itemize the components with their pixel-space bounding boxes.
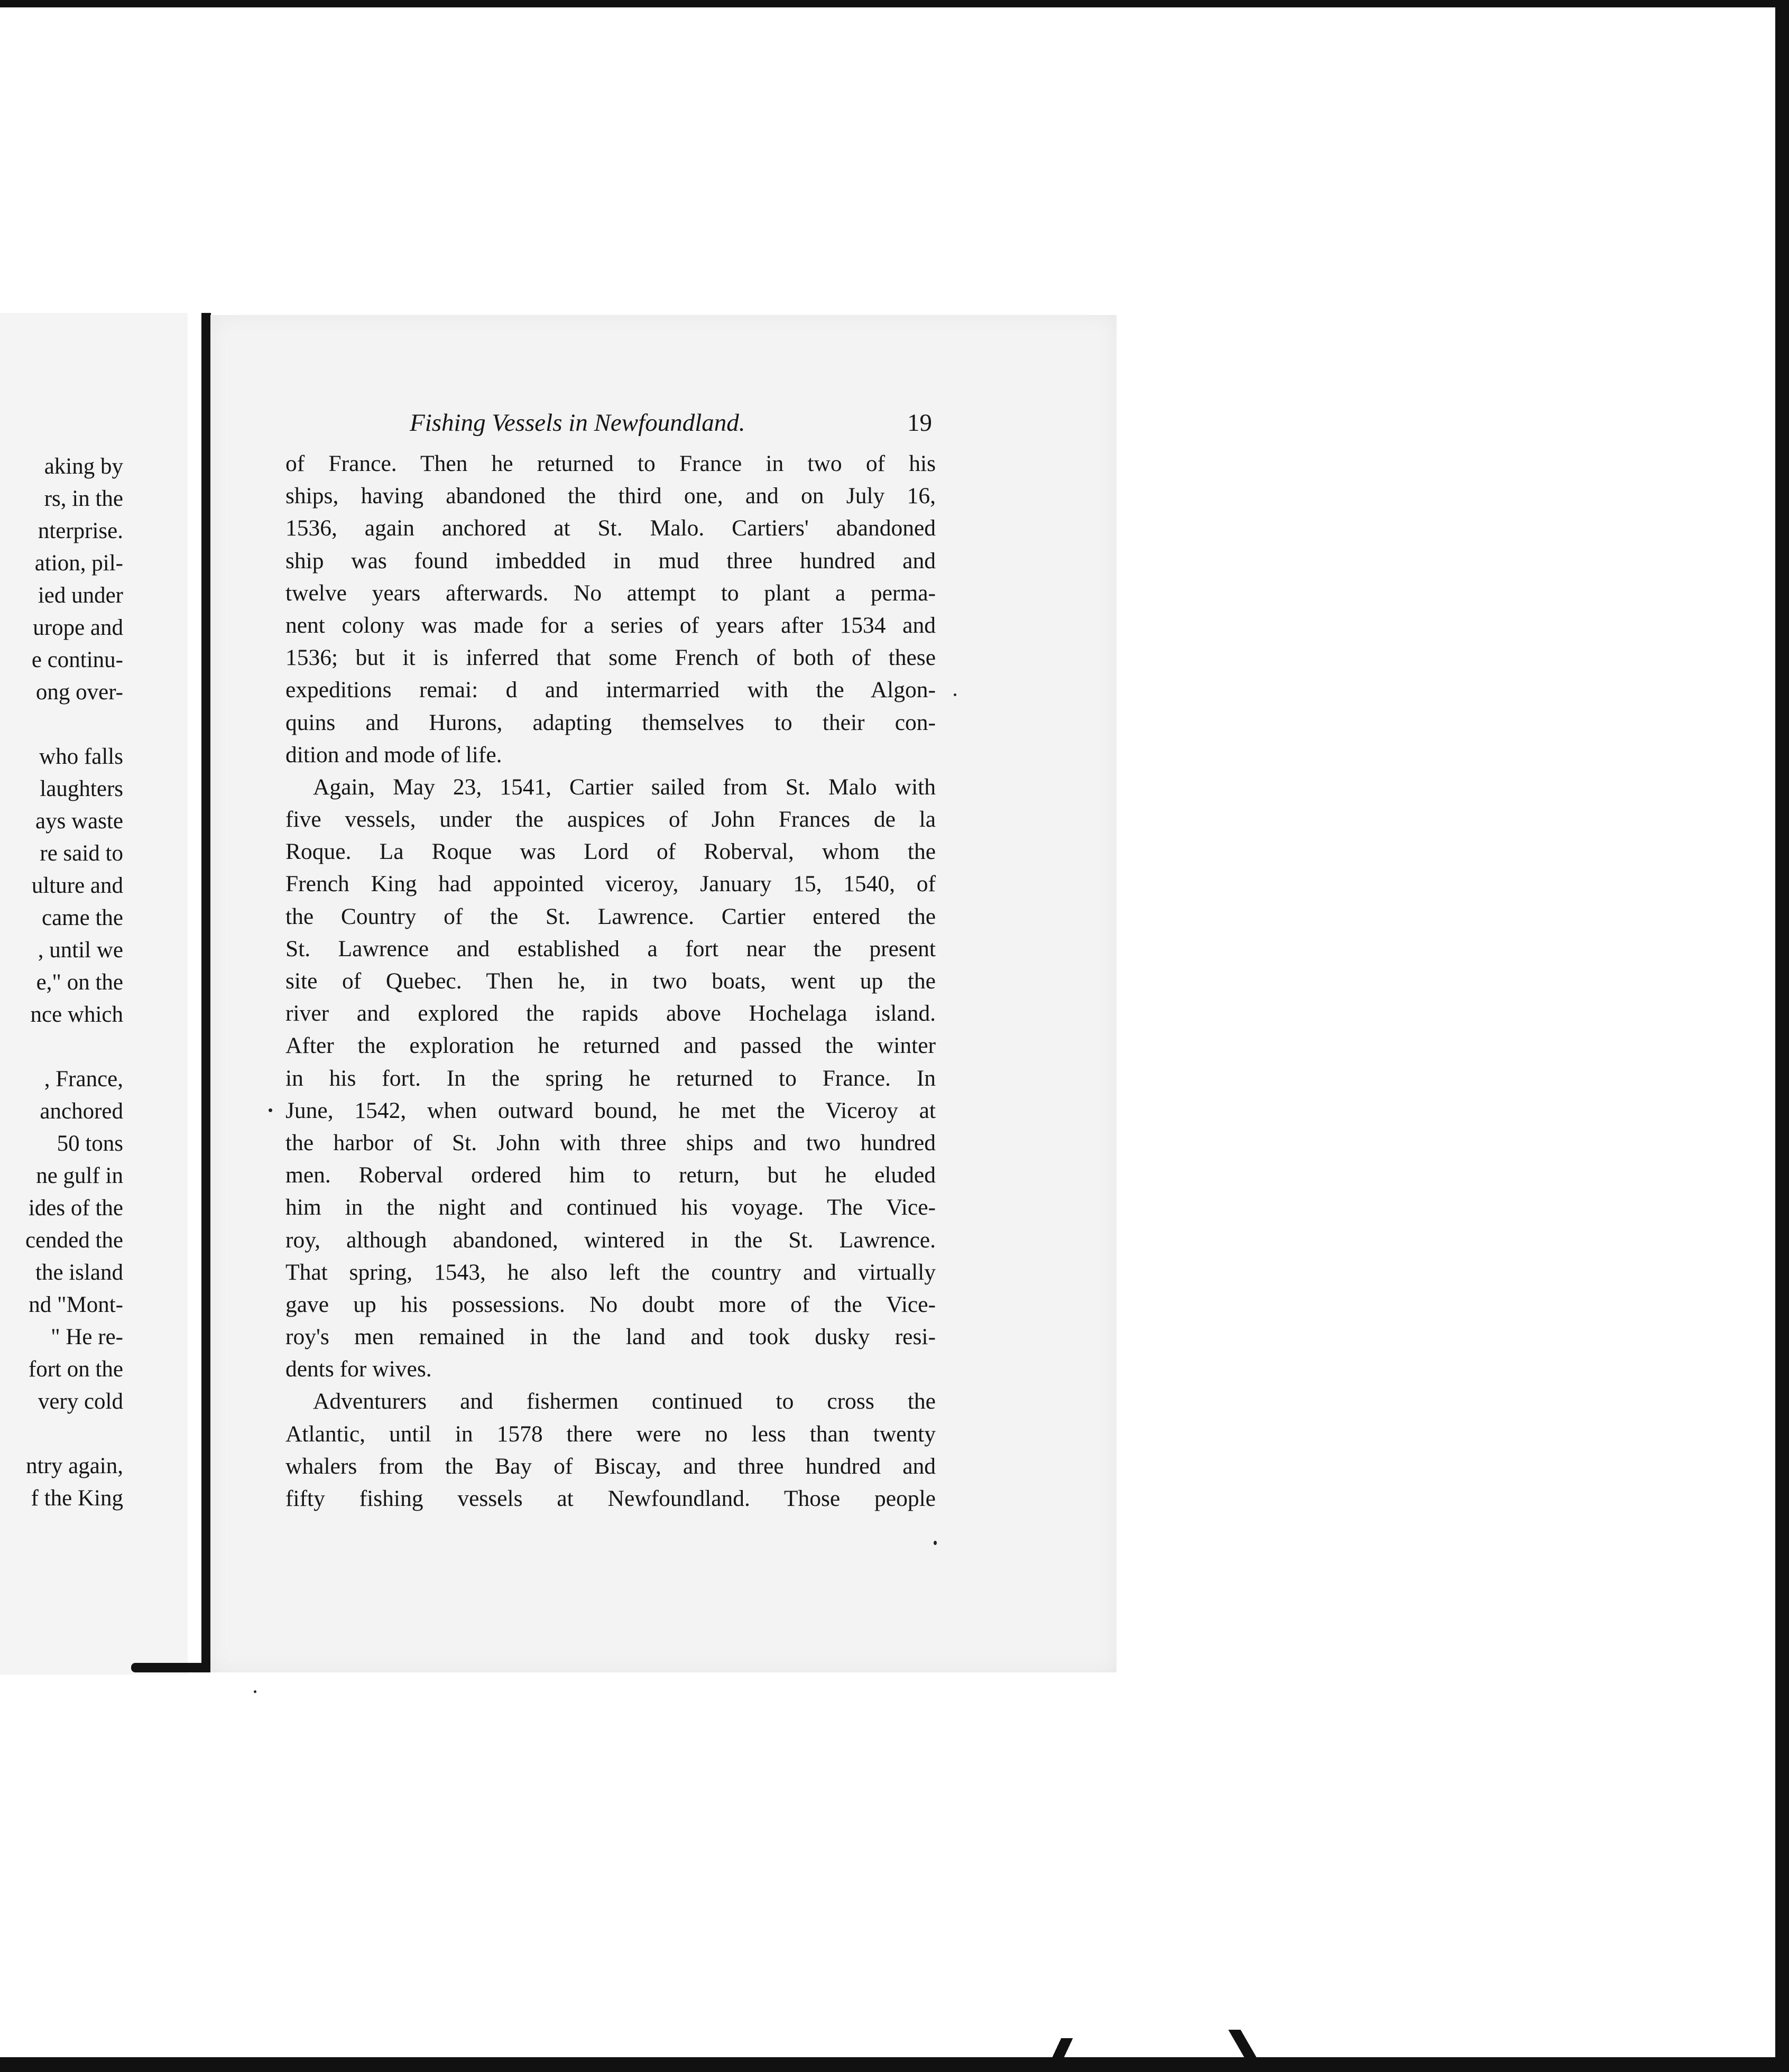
previous-page-line: 50 tons bbox=[57, 1131, 123, 1156]
text-line: of France. Then he returned to France in two of his bbox=[285, 451, 936, 476]
previous-page-line: came the bbox=[42, 905, 123, 930]
previous-page-line: " He re- bbox=[51, 1325, 123, 1349]
page-number: 19 bbox=[907, 409, 932, 437]
text-line: roy, although abandoned, wintered in the St. Lawrence. bbox=[285, 1227, 936, 1253]
text-line: French King had appointed viceroy, January 15, 1540, of bbox=[285, 871, 936, 897]
text-line: men. Roberval ordered him to return, but he eluded bbox=[285, 1162, 936, 1188]
previous-page-line: cended the bbox=[25, 1228, 123, 1253]
previous-page-line: laughters bbox=[40, 776, 123, 801]
text-line: June, 1542, when outward bound, he met the Viceroy at bbox=[285, 1097, 936, 1123]
previous-page-line: ong over- bbox=[35, 680, 123, 705]
scan-border-mark bbox=[1174, 2030, 1311, 2057]
previous-page-line: nce which bbox=[30, 1002, 123, 1027]
scan-border-top bbox=[0, 0, 1789, 7]
text-line: gave up his possessions. No doubt more of the Vice- bbox=[285, 1291, 936, 1317]
text-line: ship was found imbedded in mud three hundred and bbox=[285, 548, 936, 574]
previous-page-line: aking by bbox=[44, 454, 123, 479]
text-line: That spring, 1543, he also left the country and virtually bbox=[285, 1259, 936, 1285]
previous-page-line: ation, pil- bbox=[34, 551, 123, 576]
previous-page-line: ays waste bbox=[35, 809, 123, 834]
previous-page-line: ntry again, bbox=[26, 1454, 123, 1478]
previous-page-line: e," on the bbox=[36, 970, 123, 995]
previous-page-line: who falls bbox=[39, 744, 123, 769]
scan-border-mark bbox=[994, 2038, 1131, 2057]
previous-page-line: fort on the bbox=[28, 1357, 123, 1382]
book-binding-edge bbox=[201, 313, 211, 1670]
text-line: the harbor of St. John with three ships and two hundred bbox=[285, 1130, 936, 1155]
previous-page-line: ied under bbox=[38, 583, 123, 608]
previous-page-line: , until we bbox=[38, 938, 123, 963]
text-line: five vessels, under the auspices of John Frances de la bbox=[285, 807, 936, 832]
previous-page-line: the island bbox=[35, 1260, 123, 1285]
text-line: nent colony was made for a series of years after 1534 and bbox=[285, 612, 936, 638]
text-line: St. Lawrence and established a fort near the present bbox=[285, 936, 936, 961]
text-line: dition and mode of life. bbox=[285, 742, 502, 767]
scan-speck bbox=[934, 1541, 937, 1545]
previous-page-line: re said to bbox=[40, 841, 123, 866]
scan-border-bottom bbox=[0, 2057, 1789, 2072]
text-line: After the exploration he returned and passed the winter bbox=[285, 1033, 936, 1059]
previous-page-line: nterprise. bbox=[38, 519, 123, 543]
previous-page-line: nd "Mont- bbox=[29, 1292, 123, 1317]
text-line: the Country of the St. Lawrence. Cartier entered the bbox=[285, 903, 936, 929]
previous-page-line: ulture and bbox=[31, 873, 123, 898]
text-line: whalers from the Bay of Biscay, and three hundred and bbox=[285, 1453, 936, 1479]
previous-page-line: ne gulf in bbox=[36, 1163, 123, 1188]
previous-page-line: e continu- bbox=[31, 648, 123, 672]
text-line: him in the night and continued his voyage. The Vice- bbox=[285, 1195, 936, 1220]
text-line: Again, May 23, 1541, Cartier sailed from St. Malo with bbox=[313, 774, 936, 800]
previous-page-line: anchored bbox=[40, 1099, 123, 1124]
previous-page-line: rs, in the bbox=[44, 486, 123, 511]
text-line: in his fort. In the spring he returned to France. In bbox=[285, 1065, 936, 1091]
text-line: site of Quebec. Then he, in two boats, went up the bbox=[285, 968, 936, 994]
text-line: quins and Hurons, adapting themselves to their con- bbox=[285, 709, 936, 735]
text-line: roy's men remained in the land and took dusky resi- bbox=[285, 1324, 936, 1350]
scan-border-right bbox=[1775, 0, 1789, 2072]
text-line: dents for wives. bbox=[285, 1356, 432, 1382]
body-text bbox=[285, 448, 936, 1515]
text-line: 1536, again anchored at St. Malo. Cartiers' abandoned bbox=[285, 515, 936, 541]
text-line: twelve years afterwards. No attempt to plant a perma- bbox=[285, 580, 936, 606]
text-line: expeditions remai: d and intermarried with the Algon- bbox=[285, 677, 936, 703]
text-line: Atlantic, until in 1578 there were no less than twenty bbox=[285, 1421, 936, 1447]
previous-page-line: ides of the bbox=[28, 1196, 123, 1220]
text-line: ships, having abandoned the third one, and on July 16, bbox=[285, 483, 936, 509]
scan-speck bbox=[269, 1108, 272, 1112]
running-head: Fishing Vessels in Newfoundland. bbox=[410, 409, 745, 437]
previous-page-fragment bbox=[0, 313, 188, 1675]
previous-page-line: , France, bbox=[44, 1067, 123, 1092]
text-line: river and explored the rapids above Hochelaga island. bbox=[285, 1001, 936, 1026]
previous-page-line: urope and bbox=[33, 615, 123, 640]
scan-speck bbox=[954, 693, 956, 696]
text-line: 1536; but it is inferred that some French of both of these bbox=[285, 645, 936, 671]
previous-page-line: very cold bbox=[38, 1389, 123, 1414]
previous-page-line: f the King bbox=[31, 1486, 123, 1511]
text-line: fifty fishing vessels at Newfoundland. Those people bbox=[285, 1486, 936, 1511]
text-line: Adventurers and fishermen continued to cross the bbox=[313, 1389, 936, 1414]
text-line: Roque. La Roque was Lord of Roberval, whom the bbox=[285, 839, 936, 865]
scan-speck bbox=[254, 1690, 256, 1693]
